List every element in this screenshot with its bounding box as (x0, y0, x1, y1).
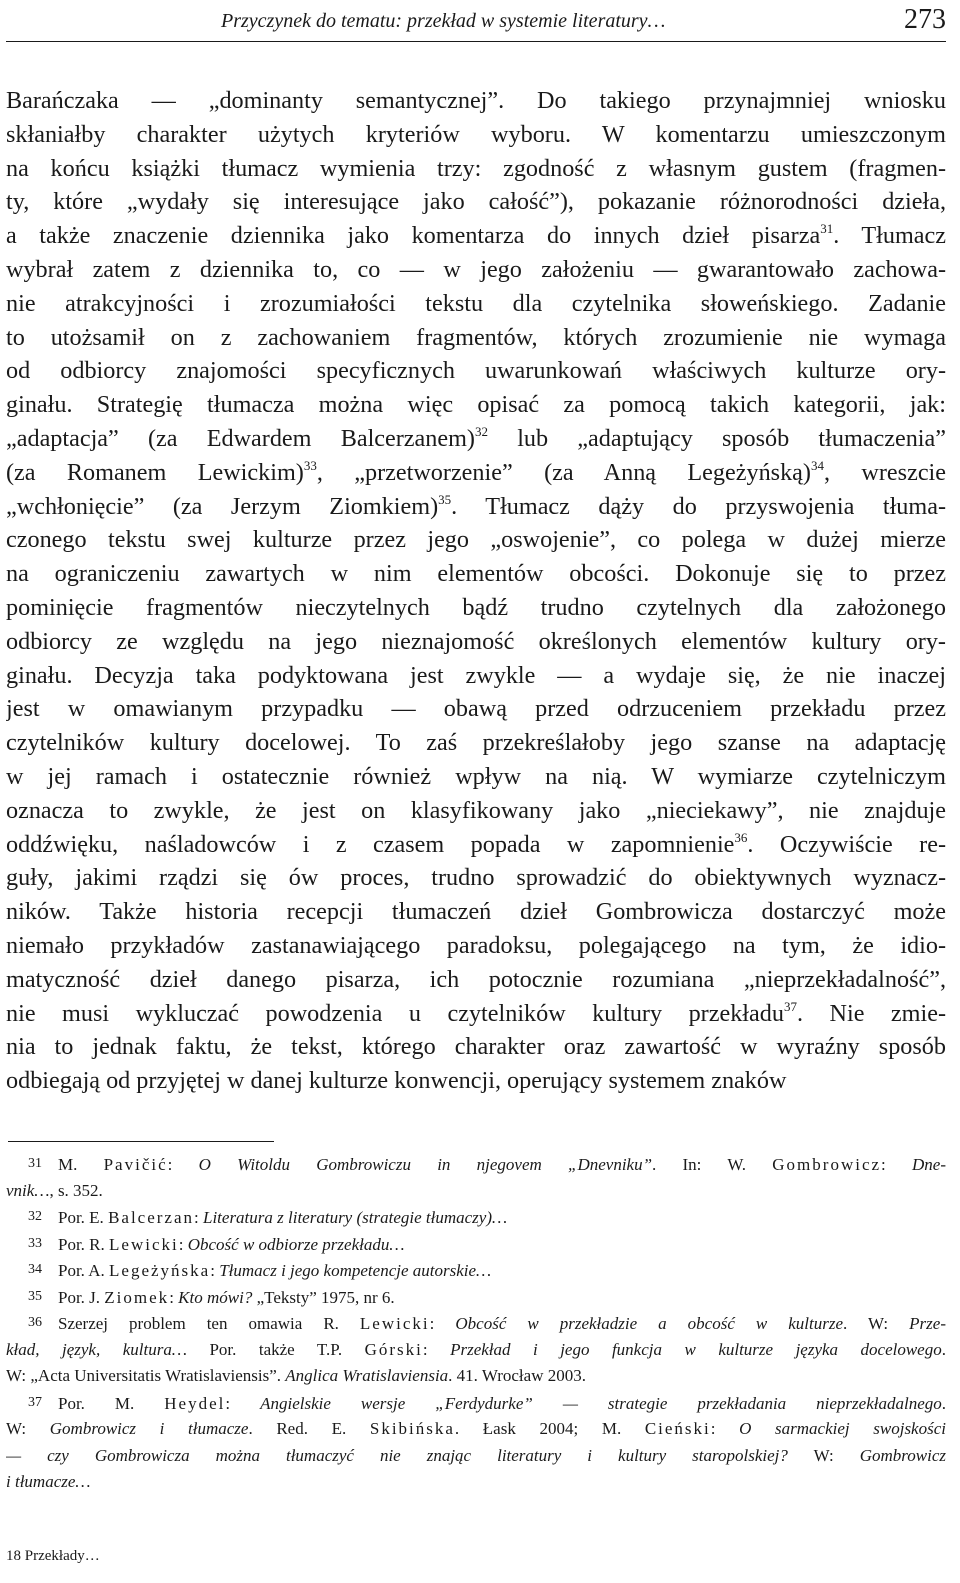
footnote-segment: . (941, 1339, 946, 1359)
footnote-number: 37 (28, 1394, 42, 1410)
body-line (6, 354, 946, 388)
line-text: od odbiorcy znajomości specyficznych uwarunkowań właściwych kulturze ory- (6, 357, 946, 385)
body-line (6, 794, 946, 828)
line-text: oznacza to zwykle, że jest on klasyfikowany jako „nieciekawy”, nie znajduje (6, 796, 946, 824)
body-line (6, 1030, 946, 1064)
line-text: czonego tekstu swej kulturze przez jego „oswojenie”, co polega w dużej mierze (6, 526, 946, 554)
line-text: niemało przykładów zastanawiającego paradoksu, polegającego na tym, że idio- (6, 931, 946, 959)
footnote-line (6, 1204, 946, 1231)
footnote-segment: Prze- (909, 1314, 946, 1333)
footnote-segment: Obcość w przekładzie a obcość w kulturze (455, 1314, 844, 1333)
footnote (6, 1204, 946, 1231)
footnote-segment: Obcość w odbiorze przekładu… (187, 1234, 405, 1254)
footnote-segment: : (225, 1393, 261, 1413)
body-line (6, 895, 946, 929)
footnote-segment: Lewicki (109, 1234, 179, 1254)
body-line (6, 152, 946, 186)
footnote (6, 1310, 946, 1390)
line-text: . Oczywiście re- (747, 830, 946, 858)
line-text: „adaptacja” (za Edwardem Balcerzanem) (6, 424, 475, 452)
footnote-line (6, 1390, 946, 1417)
footnote (6, 1390, 946, 1496)
body-line (6, 422, 946, 456)
line-text: , wreszcie (823, 458, 946, 486)
line-text: pominięcie fragmentów nieczytelnych bądź trudno czytelnych dla założonego (6, 593, 946, 621)
signature-mark: 18 Przekłady… (6, 1548, 100, 1564)
footnote-line (6, 1443, 946, 1470)
footnote-segment: W: (6, 1419, 50, 1438)
line-text: a także znaczenie dziennika jako komentarza do innych dzieł pisarza (6, 222, 821, 250)
line-text: ty, które „wydały się interesujące jako całość”), pokazanie różnorodności dzieła, (6, 188, 946, 216)
footnote-segment: . Red. E. (248, 1419, 370, 1438)
line-text: „wchłonięcie” (za Jerzym Ziomkiem) (6, 492, 439, 520)
line-text: matyczność dzieł danego pisarza, ich potocznie rozumiana „nieprzekładalność”, (6, 965, 946, 993)
body-line (6, 659, 946, 693)
line-text: , „przetworzenie” (za Anną Legeżyńską) (316, 458, 811, 486)
body-line (6, 456, 946, 490)
line-text: w jej ramach i ostatecznie również wpływ na nią. W wymiarze czytelniczym (6, 762, 946, 790)
footnote (6, 1231, 946, 1258)
footnote-segment: M. (58, 1155, 104, 1174)
footnote-line (6, 1178, 946, 1205)
line-text: . Tłumacz dąży do przyswojenia tłuma- (451, 492, 946, 520)
footnote-segment: . W: (843, 1314, 910, 1333)
line-text: oddźwięku, naśladowców i z czasem popada w zapomnienie (6, 830, 735, 858)
line-text: odbiegają od przyjętej w danej kulturze konwencji, operujący systemem znaków (6, 1067, 787, 1095)
body-line (6, 490, 946, 524)
footnote-segment: Por. J. (58, 1287, 105, 1307)
footnote-segment: Por. E. (58, 1208, 109, 1227)
footnote (6, 1257, 946, 1284)
line-text: na ograniczeniu zawartych w nim elementów obcości. Dokonuje się to przez (6, 560, 946, 588)
footnote-line (6, 1469, 946, 1496)
footnote-segment: Górski (364, 1339, 423, 1359)
footnote-segment: Cieński (644, 1419, 711, 1438)
body-line (6, 929, 946, 963)
body-line (6, 861, 946, 895)
footnote-segment: Pavičić (103, 1155, 168, 1174)
footnote-segment: : (710, 1419, 740, 1438)
footnote (6, 1151, 946, 1204)
footnote-line (6, 1257, 946, 1284)
footnote (6, 1284, 946, 1311)
footnote-segment: i tłumacze… (6, 1472, 91, 1491)
footnote-number: 31 (28, 1156, 42, 1171)
line-text: . Nie zmie- (796, 999, 946, 1027)
footnote-ref: 35 (438, 491, 452, 507)
footnote-segment: — czy Gombrowicza można tłumaczyć nie znając literatury i kultury staropolskiej? (6, 1445, 788, 1465)
page-number: 273 (904, 4, 946, 35)
footnote-segment: O sarmackiej swojskości (739, 1419, 946, 1438)
line-text: nia to jednak faktu, że tekst, którego charakter oraz zawartość w wyraźny sposób (6, 1033, 946, 1061)
body-line (6, 185, 946, 219)
line-text: . Tłumacz (833, 222, 946, 250)
line-text: guły, jakimi rządzi się ów proces, trudno sprowadzić do obiektywnych wyznacz- (6, 864, 946, 892)
body-line (6, 388, 946, 422)
footnote-line (6, 1337, 946, 1364)
body-text (6, 84, 946, 1098)
line-text: wybrał zatem z dziennika to, co — w jego założeniu — gwarantowało zachowa- (6, 255, 946, 283)
body-line (6, 1064, 946, 1098)
line-text: ników. Także historia recepcji tłumaczeń dzieł Gombrowicza dostarczyć może (6, 898, 946, 926)
body-line (6, 219, 946, 253)
footnote-line (6, 1231, 946, 1258)
body-line (6, 84, 946, 118)
line-text: ginału. Decyzja taka podyktowana jest zwykle — a wydaje się, że nie inaczej (6, 661, 946, 689)
body-line (6, 287, 946, 321)
line-text: skłaniałby charakter użytych kryteriów wyboru. W komentarzu umieszczonym (6, 120, 946, 148)
footnote-segment: Balcerzan (108, 1208, 195, 1227)
footnote-line (6, 1416, 946, 1443)
footnote-segment: O Witoldu Gombrowiczu in njegovem „Dnevniku” (198, 1155, 653, 1174)
footnote-ref: 33 (303, 457, 317, 473)
footnote-number: 34 (28, 1262, 42, 1277)
footnote-segment: kład, język, kultura… (6, 1339, 187, 1359)
footnote-line (6, 1284, 946, 1311)
footnote-segment: Por. R. (58, 1234, 110, 1254)
line-text: Barańczaka — „dominanty semantycznej”. Do takiego przynajmniej wniosku (6, 87, 946, 114)
footnote-segment: : (178, 1234, 188, 1254)
footnote-segment: . Łask 2004; M. (454, 1419, 645, 1438)
line-text: nie atrakcyjności i zrozumiałości tekstu dla czytelnika słoweńskiego. Zadanie (6, 289, 946, 317)
body-line (6, 253, 946, 287)
footnote-line (6, 1151, 946, 1178)
footnote-segment: Literatura z literatury (strategie tłumaczy)… (203, 1208, 508, 1227)
body-line (6, 523, 946, 557)
footnote-segment: . 41. Wrocław 2003. (448, 1366, 586, 1385)
footnotes (6, 1151, 946, 1496)
footnote-segment: vnik… (6, 1180, 50, 1200)
running-title: Przyczynek do tematu: przekład w systemie literatury… (221, 10, 666, 32)
footnote-number: 33 (28, 1235, 42, 1251)
footnote-segment: Anglica Wratislaviensia (285, 1366, 449, 1385)
running-header (6, 4, 946, 42)
body-line (6, 625, 946, 659)
footnote-ref: 32 (474, 423, 488, 439)
line-text: czytelników kultury docelowej. To zaś przekreślałoby jego szanse na adaptację (6, 729, 946, 757)
line-text: odbiorcy ze względu na jego nieznajomość określonych elementów kultury ory- (6, 627, 946, 655)
header-rule (6, 41, 946, 42)
footnote-segment: . In: W. (652, 1155, 773, 1174)
footnote-ref: 36 (734, 829, 748, 845)
footnote-separator (8, 1141, 274, 1142)
footnote-number: 35 (28, 1288, 42, 1304)
body-line (6, 591, 946, 625)
footnote-segment: Por. M. (58, 1393, 165, 1413)
footnote-segment: Przekład i jego funkcja w kulturze języka docelowego (450, 1339, 942, 1359)
body-line (6, 726, 946, 760)
footnote-line (6, 1363, 946, 1390)
footnote-segment: W: (787, 1445, 860, 1465)
line-text: lub „adaptujący sposób tłumaczenia” (487, 424, 946, 452)
footnote-segment: . (941, 1393, 946, 1413)
footnote-segment: Szerzej problem ten omawia R. (58, 1314, 360, 1333)
footnote-ref: 31 (820, 221, 834, 237)
footnote-segment: : (167, 1155, 199, 1174)
footnote-segment: : (422, 1339, 451, 1359)
body-line (6, 997, 946, 1031)
footnote-segment: : (210, 1261, 220, 1280)
footnote-segment: Gombrowicz i tłumacze (49, 1419, 249, 1438)
body-line (6, 828, 946, 862)
footnote-segment: : (429, 1314, 456, 1333)
footnote-segment: : (881, 1155, 912, 1174)
body-line (6, 118, 946, 152)
line-text: ginału. Strategię tłumacza można więc opisać za pomocą takich kategorii, jak: (6, 391, 946, 419)
line-text: nie musi wykluczać powodzenia u czytelników kultury przekładu (6, 999, 784, 1027)
body-line (6, 692, 946, 726)
body-line (6, 963, 946, 997)
body-line (6, 760, 946, 794)
footnote-number: 32 (28, 1209, 42, 1224)
body-line (6, 321, 946, 355)
footnote-segment: : (194, 1208, 203, 1227)
footnote-segment: Ziomek (104, 1287, 170, 1307)
footnote-segment: Legeżyńska (109, 1261, 211, 1280)
footnote-segment: Gombrowicz (859, 1445, 946, 1465)
footnote-segment: Heydel (164, 1393, 226, 1413)
footnote-segment: Angielskie wersje „Ferdydurke” — strategie przekładania nieprzekładalnego (260, 1393, 942, 1413)
footnote-segment: W: „Acta Universitatis Wratislaviensis”. (6, 1366, 286, 1385)
footnote-segment: Gombrowicz (772, 1155, 882, 1174)
line-text: to utożsamił on z zachowaniem fragmentów, których zrozumienie nie wymaga (6, 323, 946, 351)
footnote-segment: Por. także T.P. (186, 1339, 365, 1359)
footnote-segment: Skibińska (369, 1419, 455, 1438)
footnote-ref: 34 (810, 457, 824, 473)
line-text: na końcu książki tłumacz wymienia trzy: zgodność z własnym gustem (fragmen- (6, 154, 946, 182)
footnote-segment: Dne- (912, 1155, 946, 1174)
footnote-segment: Por. A. (58, 1261, 110, 1280)
footnote-segment: Tłumacz i jego kompetencje autorskie… (219, 1261, 492, 1280)
footnote-segment: Kto mówi? (178, 1287, 253, 1307)
footnote-ref: 37 (783, 998, 797, 1014)
body-line (6, 557, 946, 591)
footnote-segment: , s. 352. (49, 1180, 103, 1200)
line-text: (za Romanem Lewickim) (6, 458, 304, 486)
footnote-segment: Lewicki (359, 1314, 430, 1333)
footnote-number: 36 (28, 1315, 42, 1330)
footnote-line (6, 1310, 946, 1337)
line-text: jest w omawianym przypadku — obawą przed odrzuceniem przekładu przez (6, 695, 946, 723)
footnote-segment: : (169, 1287, 179, 1307)
footnote-segment: „Teksty” 1975, nr 6. (252, 1287, 395, 1307)
